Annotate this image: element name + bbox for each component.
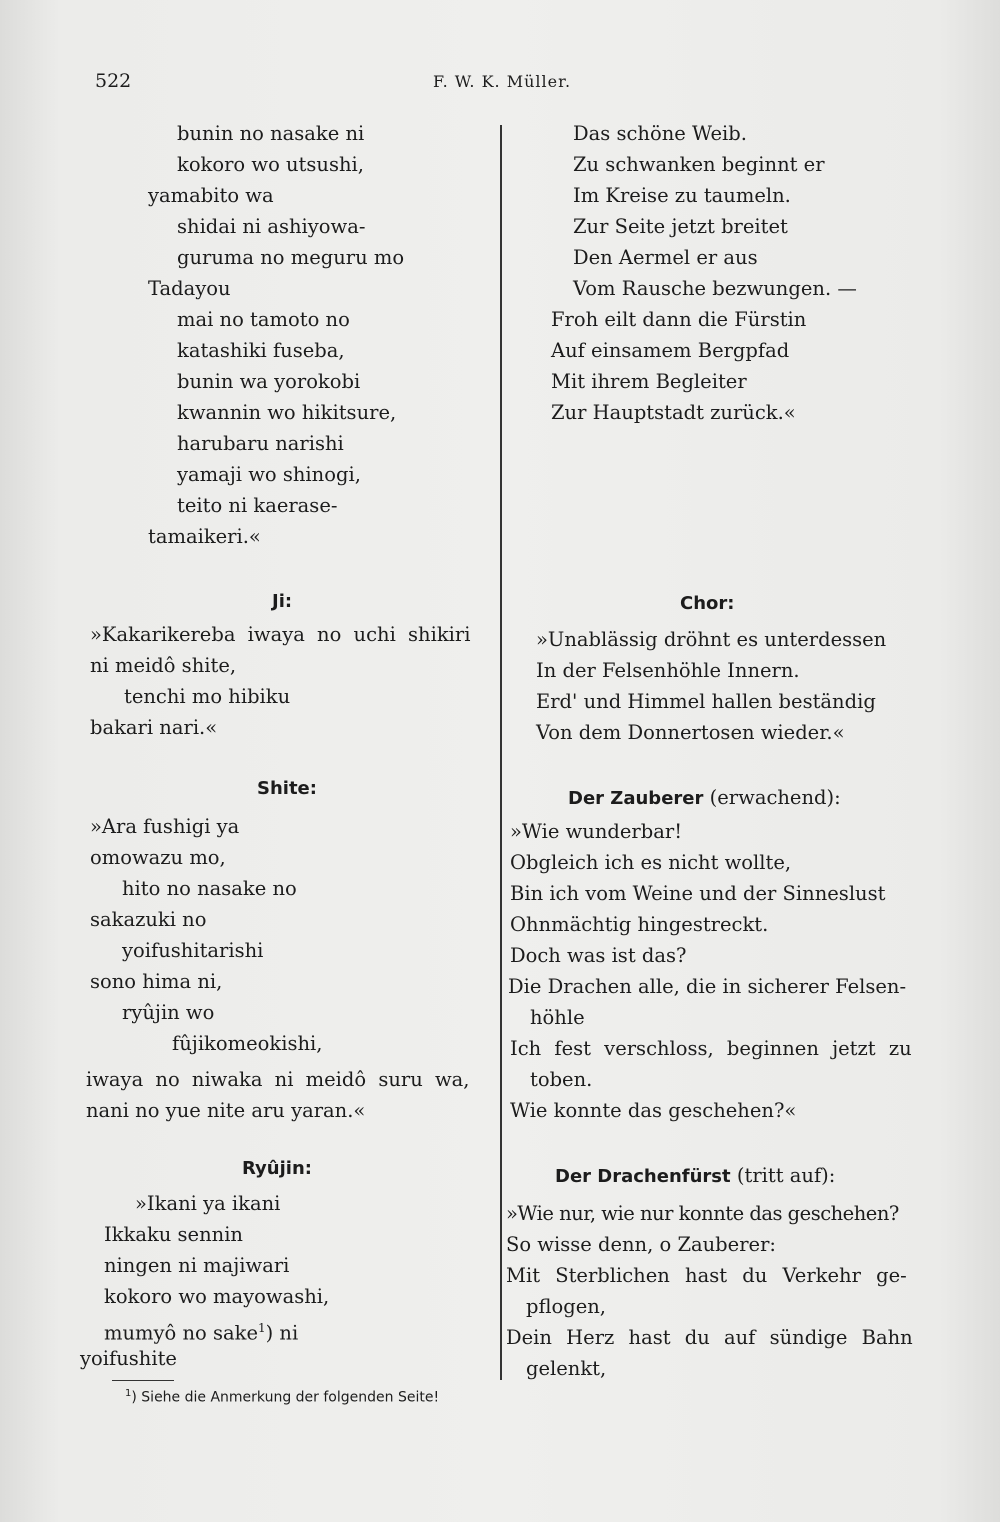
verse-line: katashiki fuseba, bbox=[177, 339, 345, 362]
verse-line: Doch was ist das? bbox=[510, 944, 687, 967]
verse-line: Dein Herz hast du auf sündige Bahn bbox=[506, 1326, 913, 1349]
verse-line: kwannin wo hikitsure, bbox=[177, 401, 397, 424]
footnote-marker: 1 bbox=[257, 1321, 266, 1335]
verse-line: »Ikani ya ikani bbox=[135, 1192, 281, 1215]
verse-line: Zur Seite jetzt breitet bbox=[573, 215, 788, 238]
verse-line: Auf einsamem Bergpfad bbox=[551, 339, 790, 362]
speaker-heading-ji: Ji: bbox=[272, 591, 293, 612]
verse-line: Erd' und Himmel hallen beständig bbox=[536, 690, 876, 713]
verse-line: Ikkaku sennin bbox=[104, 1223, 243, 1246]
verse-line: ni meidô shite, bbox=[90, 654, 237, 677]
verse-line: mai no tamoto no bbox=[177, 308, 350, 331]
verse-line: Mit ihrem Begleiter bbox=[551, 370, 747, 393]
verse-line: kokoro wo mayowashi, bbox=[104, 1285, 330, 1308]
verse-line: gelenkt, bbox=[526, 1357, 607, 1380]
verse-line: »Ara fushigi ya bbox=[90, 815, 240, 838]
verse-line: pflogen, bbox=[526, 1295, 607, 1318]
speaker-heading-drachenfurst bbox=[555, 1162, 835, 1191]
verse-line: iwaya no niwaka ni meidô suru wa, bbox=[86, 1068, 470, 1091]
verse-line: guruma no meguru mo bbox=[177, 246, 405, 269]
verse-line: höhle bbox=[530, 1006, 585, 1029]
verse-line: »Wie nur, wie nur konnte das geschehen? bbox=[506, 1202, 899, 1225]
verse-line: teito ni kaerase- bbox=[177, 494, 338, 517]
footnote-text: ) Siehe die Anmerkung der folgenden Seite! bbox=[131, 1389, 440, 1406]
verse-line bbox=[104, 1314, 298, 1348]
verse-line: Den Aermel er aus bbox=[573, 246, 758, 269]
verse-line: nani no yue nite aru yaran.« bbox=[86, 1099, 366, 1122]
verse-line: harubaru narishi bbox=[177, 432, 344, 455]
verse-line: tenchi mo hibiku bbox=[124, 685, 291, 708]
verse-line: Tadayou bbox=[148, 277, 231, 300]
verse-line: yamabito wa bbox=[148, 184, 274, 207]
verse-line: In der Felsenhöhle Innern. bbox=[536, 659, 800, 682]
verse-line: hito no nasake no bbox=[122, 877, 297, 900]
verse-text: ) ni bbox=[265, 1321, 299, 1345]
verse-line: yoifushite bbox=[80, 1347, 177, 1370]
verse-line: bunin no nasake ni bbox=[177, 122, 365, 145]
verse-line: yoifushitarishi bbox=[122, 939, 264, 962]
verse-line: Froh eilt dann die Fürstin bbox=[551, 308, 807, 331]
verse-line: Ich fest verschloss, beginnen jetzt zu bbox=[510, 1037, 912, 1060]
page-number: 522 bbox=[95, 70, 132, 92]
verse-line: tamaikeri.« bbox=[148, 525, 261, 548]
stage-direction: (tritt auf): bbox=[736, 1164, 836, 1187]
verse-text: mumyô no sake bbox=[104, 1321, 258, 1345]
verse-line: Bin ich vom Weine und der Sinneslust bbox=[510, 882, 886, 905]
verse-line: Zur Hauptstadt zurück.« bbox=[551, 401, 796, 424]
verse-line: Obgleich ich es nicht wollte, bbox=[510, 851, 792, 874]
verse-line: omowazu mo, bbox=[90, 846, 226, 869]
footnote-number: 1 bbox=[125, 1388, 132, 1399]
footnote-rule bbox=[112, 1380, 174, 1381]
running-header bbox=[0, 70, 1000, 100]
verse-line: »Unablässig dröhnt es unterdessen bbox=[536, 628, 887, 651]
verse-line: »Kakarikereba iwaya no uchi shikiri bbox=[90, 623, 471, 646]
speaker-heading-ryujin: Ryûjin: bbox=[242, 1158, 312, 1179]
verse-line: Ohnmächtig hingestreckt. bbox=[510, 913, 769, 936]
speaker-name: Der Zauberer bbox=[568, 788, 704, 809]
verse-line: kokoro wo utsushi, bbox=[177, 153, 364, 176]
running-title: F. W. K. Müller. bbox=[433, 72, 572, 91]
verse-line: shidai ni ashiyowa- bbox=[177, 215, 366, 238]
verse-line: Das schöne Weib. bbox=[573, 122, 747, 145]
verse-line: Wie konnte das geschehen?« bbox=[510, 1099, 797, 1122]
speaker-name: Der Drachenfürst bbox=[555, 1166, 731, 1187]
column-divider bbox=[500, 125, 502, 1380]
verse-line: yamaji wo shinogi, bbox=[177, 463, 361, 486]
verse-line: fûjikomeokishi, bbox=[172, 1032, 323, 1055]
verse-line: bunin wa yorokobi bbox=[177, 370, 361, 393]
speaker-heading-chor: Chor: bbox=[680, 593, 735, 614]
verse-line: Im Kreise zu taumeln. bbox=[573, 184, 791, 207]
verse-line: Vom Rausche bezwungen. — bbox=[573, 277, 857, 300]
verse-line: sono hima ni, bbox=[90, 970, 223, 993]
verse-line: toben. bbox=[530, 1068, 593, 1091]
verse-line: Mit Sterblichen hast du Verkehr ge- bbox=[506, 1264, 907, 1287]
verse-line: So wisse denn, o Zauberer: bbox=[506, 1233, 776, 1256]
stage-direction: (erwachend): bbox=[709, 786, 841, 809]
verse-line: »Wie wunderbar! bbox=[510, 820, 683, 843]
verse-line: sakazuki no bbox=[90, 908, 207, 931]
footnote bbox=[125, 1388, 439, 1406]
speaker-heading-shite: Shite: bbox=[257, 778, 317, 799]
verse-line: Zu schwanken beginnt er bbox=[573, 153, 825, 176]
speaker-heading-zauberer bbox=[568, 784, 841, 813]
verse-line: Von dem Donnertosen wieder.« bbox=[536, 721, 845, 744]
verse-line: bakari nari.« bbox=[90, 716, 218, 739]
verse-line: ningen ni majiwari bbox=[104, 1254, 290, 1277]
verse-line: Die Drachen alle, die in sicherer Felsen- bbox=[508, 975, 907, 998]
verse-line: ryûjin wo bbox=[122, 1001, 215, 1024]
